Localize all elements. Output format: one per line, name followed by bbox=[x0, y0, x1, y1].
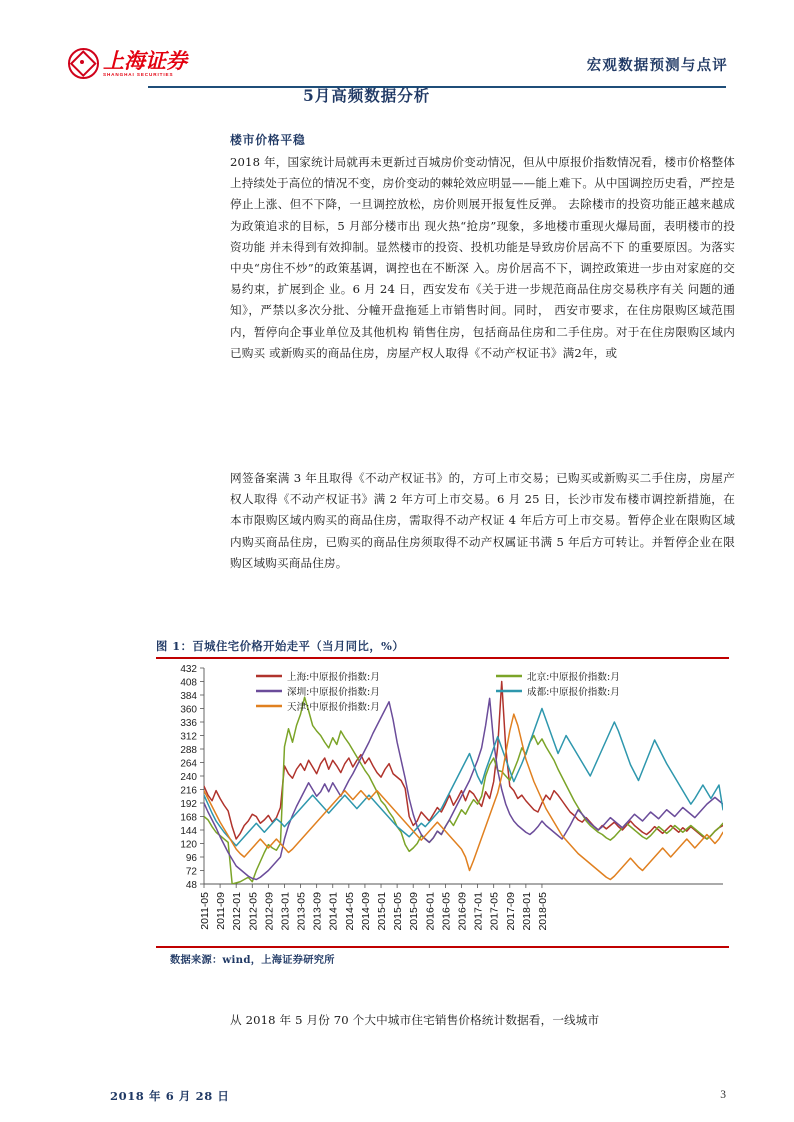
logo-chinese-name: 上海证券 bbox=[103, 47, 187, 73]
svg-text:144: 144 bbox=[180, 826, 197, 837]
paragraph-text-2: 网签备案满 3 年且取得《不动产权证书》的，方可上市交易；已购买或新购买二手住房，房屋产权人取得《不动产权证书》满 2 年方可上市交易。6 月 25 日，长沙市发布楼市调控新措施，在本市限购区域内购买的商品住房，需取得不动产权证 4 年后方可上市交易。暂停企业在限购区域内购买商品住房，已购买的商品住房须取得不动产权属证书满 5 年后方可转让。并暂停企业在限购区域购买商品住房。 bbox=[230, 471, 736, 570]
svg-text:深圳:中原报价指数:月: 深圳:中原报价指数:月 bbox=[287, 687, 380, 698]
svg-text:成都:中原报价指数:月: 成都:中原报价指数:月 bbox=[527, 687, 620, 698]
svg-text:48: 48 bbox=[185, 880, 197, 891]
svg-text:天津:中原报价指数:月: 天津:中原报价指数:月 bbox=[287, 702, 380, 713]
svg-text:2015-05: 2015-05 bbox=[392, 892, 405, 931]
figure-source-note: 数据来源：wind，上海证券研究所 bbox=[170, 954, 335, 966]
svg-text:2013-05: 2013-05 bbox=[295, 892, 308, 931]
section-title: 楼市价格平稳 bbox=[230, 133, 306, 147]
svg-text:2013-01: 2013-01 bbox=[279, 892, 292, 931]
line-chart bbox=[156, 662, 729, 944]
svg-text:2015-01: 2015-01 bbox=[376, 892, 389, 931]
svg-text:432: 432 bbox=[180, 664, 197, 675]
svg-text:2017-01: 2017-01 bbox=[472, 892, 485, 931]
svg-text:2012-05: 2012-05 bbox=[247, 892, 260, 931]
footer-page-number: 3 bbox=[720, 1089, 726, 1101]
svg-text:408: 408 bbox=[180, 677, 197, 689]
svg-text:216: 216 bbox=[180, 785, 197, 797]
svg-text:2015-09: 2015-09 bbox=[408, 892, 421, 931]
svg-text:168: 168 bbox=[180, 812, 197, 824]
paragraph-text-3: 从 2018 年 5 月份 70 个大中城市住宅销售价格统计数据看，一线城市 bbox=[230, 1013, 600, 1027]
svg-text:264: 264 bbox=[180, 758, 197, 770]
svg-text:240: 240 bbox=[180, 772, 197, 783]
page-title: 5月高频数据分析 bbox=[303, 86, 431, 105]
svg-text:2012-01: 2012-01 bbox=[231, 892, 244, 931]
svg-text:2011-05: 2011-05 bbox=[199, 892, 211, 930]
svg-text:312: 312 bbox=[180, 731, 197, 743]
svg-text:288: 288 bbox=[180, 745, 197, 756]
svg-text:2017-09: 2017-09 bbox=[504, 892, 517, 931]
svg-text:72: 72 bbox=[185, 866, 197, 878]
company-logo bbox=[68, 48, 187, 79]
svg-text:2014-09: 2014-09 bbox=[359, 892, 372, 931]
shanghai-securities-logo-icon bbox=[68, 48, 99, 79]
svg-text:2014-05: 2014-05 bbox=[343, 892, 356, 931]
svg-text:2012-09: 2012-09 bbox=[263, 892, 276, 931]
figure-chart bbox=[156, 662, 729, 944]
svg-text:2011-09: 2011-09 bbox=[215, 892, 228, 930]
svg-text:2016-05: 2016-05 bbox=[440, 892, 453, 931]
svg-text:384: 384 bbox=[180, 691, 197, 702]
svg-text:2014-01: 2014-01 bbox=[327, 892, 340, 931]
svg-text:360: 360 bbox=[180, 704, 197, 716]
body-paragraph-1 bbox=[230, 152, 735, 364]
header-divider bbox=[148, 86, 726, 88]
svg-text:192: 192 bbox=[180, 799, 197, 810]
figure-caption: 图 1：百城住宅价格开始走平（当月同比，%） bbox=[156, 639, 405, 653]
svg-text:2017-05: 2017-05 bbox=[488, 892, 501, 931]
svg-text:336: 336 bbox=[180, 718, 197, 729]
svg-text:2016-09: 2016-09 bbox=[456, 892, 469, 931]
body-paragraph-2 bbox=[230, 468, 735, 574]
logo-text-block bbox=[103, 47, 187, 78]
footer-date: 2018 年 6 月 28 日 bbox=[110, 1089, 230, 1103]
svg-text:北京:中原报价指数:月: 北京:中原报价指数:月 bbox=[527, 672, 620, 683]
paragraph-text-1: 2018 年，国家统计局就再未更新过百城房价变动情况，但从中原报价指数情况看，楼市价格整体上持续处于高位的情况不变，房价变动的棘轮效应明显——能上难下。从中国调控历史看，严控是停止上涨、但不下降，一旦调控放松，房价则展开报复性反弹。 去除楼市的投资功能正越来越成为政策追求的目标，5 月部分楼市出 现火热“抢房”现象，多地楼市重现火爆局面，表明楼市的投资功能 并未得到有效抑制。显然楼市的投资、投机功能是导致房价居高不下 的重要原因。为落实中央“房住不炒”的政策基调，调控也在不断深 入。房价居高不下，调控政策进一步由对家庭的交易约束，扩展到企 业。6 月 24 日，西安发布《关于进一步规范商品住房交易秩序有关 问题的通知》，严禁以多次分批、分幢开盘拖延上市销售时间。同时， 西安市要求，在住房限购区域范围内，暂停向企事业单位及其他机构 销售住房，包括商品住房和二手住房。对于在住房限购区域内已购买 或新购买的商品住房，房屋产权人取得《不动产权证书》满2年，或 bbox=[230, 155, 735, 360]
svg-text:2013-09: 2013-09 bbox=[311, 892, 324, 931]
svg-text:2016-01: 2016-01 bbox=[424, 892, 437, 931]
svg-text:2018-01: 2018-01 bbox=[520, 892, 533, 931]
svg-text:96: 96 bbox=[185, 853, 197, 864]
logo-english-name: SHANGHAI SECURITIES bbox=[103, 71, 174, 77]
svg-text:上海:中原报价指数:月: 上海:中原报价指数:月 bbox=[287, 672, 380, 683]
svg-text:120: 120 bbox=[180, 839, 197, 851]
body-paragraph-3 bbox=[230, 1010, 735, 1031]
svg-text:2018-05: 2018-05 bbox=[536, 892, 549, 931]
header-title: 宏观数据预测与点评 bbox=[586, 57, 728, 74]
figure-bottom-divider bbox=[156, 946, 729, 948]
figure-top-divider bbox=[156, 657, 729, 659]
